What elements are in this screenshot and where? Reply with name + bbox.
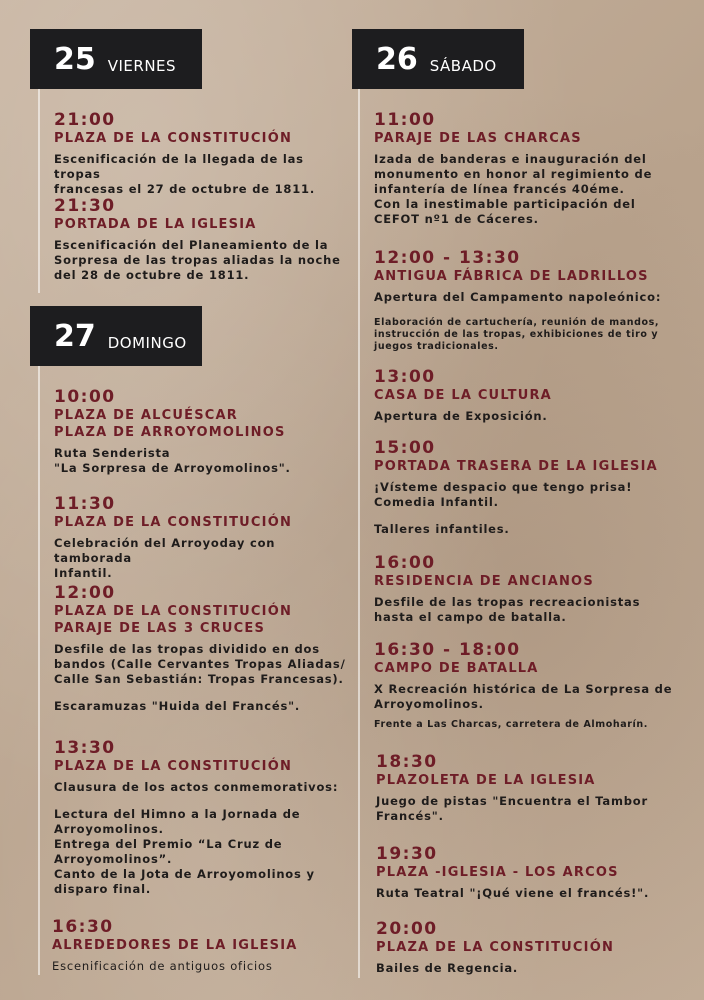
- event-d3: [54, 583, 354, 714]
- left-column-line-2: [38, 365, 40, 975]
- event-place-2: PARAJE DE LAS 3 CRUCES: [54, 621, 266, 636]
- day-name: SÁBADO: [429, 57, 497, 75]
- event-place: ANTIGUA FÁBRICA DE LADRILLOS: [374, 269, 649, 284]
- event-place: PORTADA TRASERA DE LA IGLESIA: [374, 459, 658, 474]
- event-time: 13:30: [54, 738, 116, 758]
- event-description: Juego de pistas "Encuentra el Tambor Francés".: [376, 794, 648, 823]
- event-s8: [376, 844, 676, 901]
- event-description-2: Escaramuzas "Huida del Francés".: [54, 699, 301, 713]
- event-place: PORTADA DE LA IGLESIA: [54, 217, 257, 232]
- event-place: ALREDEDORES DE LA IGLESIA: [52, 938, 298, 953]
- event-description: Apertura del Campamento napoleónico:: [374, 290, 662, 304]
- event-s7: [376, 752, 676, 824]
- day-header-27: [30, 306, 202, 366]
- event-place: PLAZA DE ALCUÉSCAR: [54, 408, 238, 423]
- event-d2: [54, 494, 354, 581]
- event-description: Ruta Senderista "La Sorpresa de Arroyomolinos".: [54, 446, 291, 475]
- event-s2: [374, 248, 694, 353]
- day-number: 25: [54, 42, 96, 77]
- event-description: Apertura de Exposición.: [374, 409, 548, 423]
- event-time: 13:00: [374, 367, 436, 387]
- event-place: PLAZA DE LA CONSTITUCIÓN: [376, 940, 615, 955]
- day-number: 26: [376, 42, 418, 77]
- event-place: PLAZA DE LA CONSTITUCIÓN: [54, 515, 293, 530]
- event-time: 16:30: [52, 917, 114, 937]
- event-d1: [54, 387, 354, 476]
- event-s3: [374, 367, 674, 424]
- event-place: PARAJE DE LAS CHARCAS: [374, 131, 582, 146]
- event-time: 18:30: [376, 752, 438, 772]
- event-time: 21:30: [54, 196, 116, 216]
- event-place: PLAZA DE LA CONSTITUCIÓN: [54, 604, 293, 619]
- event-s6: [374, 640, 694, 731]
- event-place: PLAZOLETA DE LA IGLESIA: [376, 773, 596, 788]
- event-description-2: Elaboración de cartuchería, reunión de mandos, instrucción de las tropas, exhibiciones de tiro y juegos tradicionales.: [374, 317, 660, 352]
- event-description: ¡Vísteme despacio que tengo prisa! Comedia Infantil.: [374, 480, 633, 509]
- event-place: RESIDENCIA DE ANCIANOS: [374, 574, 594, 589]
- event-description: Desfile de las tropas dividido en dos bandos (Calle Cervantes Tropas Aliadas/ Calle San Sebastián: Tropas Francesas).: [54, 642, 346, 686]
- event-place: PLAZA -IGLESIA - LOS ARCOS: [376, 865, 619, 880]
- event-time: 16:00: [374, 553, 436, 573]
- event-place: CASA DE LA CULTURA: [374, 388, 552, 403]
- day-number: 27: [54, 319, 96, 354]
- event-time: 12:00 - 13:30: [374, 248, 521, 268]
- day-header-26: [352, 29, 524, 89]
- left-column-line: [38, 88, 40, 293]
- event-description: Escenificación de antiguos oficios: [52, 959, 273, 973]
- event-time: 20:00: [376, 919, 438, 939]
- event-time: 16:30 - 18:00: [374, 640, 521, 660]
- event-time: 11:30: [54, 494, 116, 514]
- event-description: Ruta Teatral "¡Qué viene el francés!".: [376, 886, 650, 900]
- event-description: Escenificación del Planeamiento de la Sorpresa de las tropas aliadas la noche del 28 de octubre de 1811.: [54, 238, 341, 282]
- event-description: Celebración del Arroyoday con tamborada Infantil.: [54, 536, 276, 580]
- event-description: Bailes de Regencia.: [376, 961, 519, 975]
- event-s4: [374, 438, 674, 537]
- event-description: Escenificación de la llegada de las tropas francesas el 27 de octubre de 1811.: [54, 152, 315, 196]
- event-v1: [54, 110, 354, 197]
- event-description-2: Frente a Las Charcas, carretera de Almoharín.: [374, 719, 648, 730]
- event-description: X Recreación histórica de La Sorpresa de Arroyomolinos.: [374, 682, 673, 711]
- event-description: Izada de banderas e inauguración del monumento en honor al regimiento de infantería de línea francés 40éme. Con la inestimable participación del CEFOT nº1 de Cáceres.: [374, 152, 653, 226]
- event-s1: [374, 110, 674, 227]
- event-d4: [54, 738, 354, 897]
- event-place-2: PLAZA DE ARROYOMOLINOS: [54, 425, 286, 440]
- day-header-25: [30, 29, 202, 89]
- event-description: Clausura de los actos conmemorativos:: [54, 780, 339, 794]
- event-time: 15:00: [374, 438, 436, 458]
- event-place: CAMPO DE BATALLA: [374, 661, 539, 676]
- event-s9: [376, 919, 676, 976]
- day-name: VIERNES: [107, 57, 177, 75]
- right-column-line: [358, 88, 360, 978]
- event-time: 10:00: [54, 387, 116, 407]
- event-place: PLAZA DE LA CONSTITUCIÓN: [54, 131, 293, 146]
- day-name: DOMINGO: [107, 334, 187, 352]
- event-d5: [52, 917, 352, 974]
- event-s5: [374, 553, 674, 625]
- event-v2: [54, 196, 354, 283]
- event-description-2: Talleres infantiles.: [374, 522, 510, 536]
- event-time: 12:00: [54, 583, 116, 603]
- event-time: 19:30: [376, 844, 438, 864]
- event-time: 11:00: [374, 110, 436, 130]
- event-time: 21:00: [54, 110, 116, 130]
- event-description-2: Lectura del Himno a la Jornada de Arroyomolinos. Entrega del Premio “La Cruz de Arroyomolinos”. Canto de la Jota de Arroyomolinos y disparo final.: [54, 807, 315, 896]
- event-place: PLAZA DE LA CONSTITUCIÓN: [54, 759, 293, 774]
- event-description: Desfile de las tropas recreacionistas hasta el campo de batalla.: [374, 595, 641, 624]
